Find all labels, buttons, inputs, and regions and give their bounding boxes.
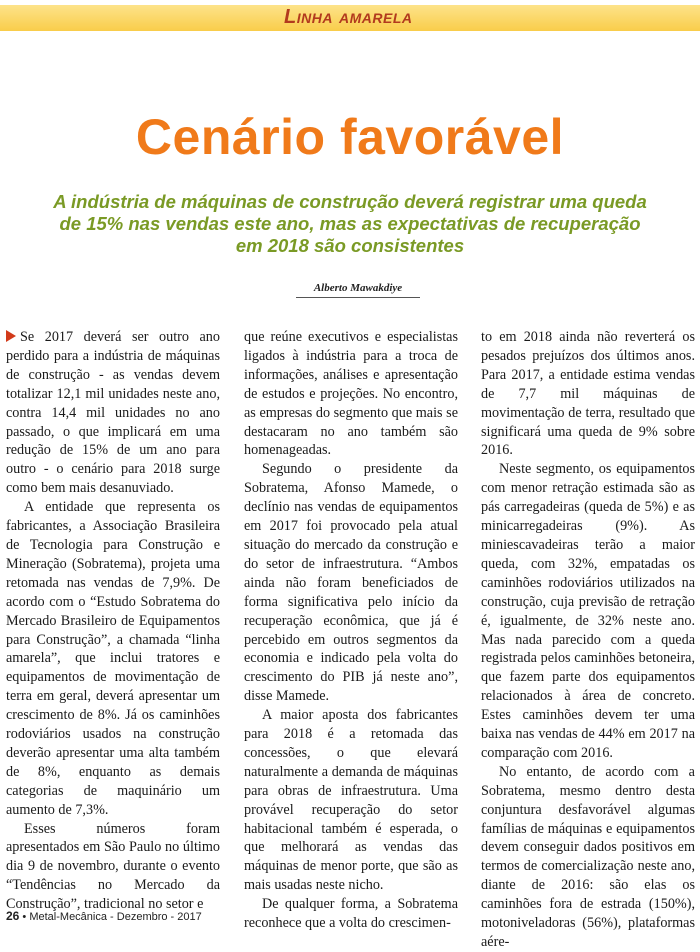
footer-publication: Metal-Mecânica - Dezembro - 2017 bbox=[29, 911, 202, 923]
triangle-marker-icon bbox=[6, 330, 16, 342]
paragraph: to em 2018 ainda não reverterá os pesados prejuízos dos últimos anos. Para 2017, a entidade estima vendas de 7,7 mil máquinas de movimentação de terra, resultado que significará uma queda de 9% sobre 2016. bbox=[481, 329, 695, 459]
paragraph: Segundo o presidente da Sobratema, Afonso Mamede, o declínio nas vendas de equipamentos em 2017 foi provocado pela atual situação do mercado da construção e do setor de infraestrutura. “Ambos ainda não foram beneficiados de forma significativa pelo início da recuperação econômica, que já é percebido em outros segmentos da economia e indicado pela volta do crescimento do PIB já neste ano”, disse Mamede. bbox=[244, 461, 458, 705]
article-deck: A indústria de máquinas de construção deverá registrar uma queda de 15% nas vendas este ano, mas as expectativas de recuperação em 2018 são consistentes bbox=[53, 191, 647, 256]
text-column-1 bbox=[6, 328, 220, 914]
article-headline: Cenário favorável bbox=[135, 109, 565, 165]
page-footer bbox=[6, 909, 202, 923]
section-label: Linha amarela bbox=[284, 6, 413, 28]
paragraph: Neste segmento, os equipamentos com menor retração estimada são as pás carregadeiras (queda de 5%) e as minicarregadeiras (9%). As miniescavadeiras terão a maior queda, com 32%, empatadas os caminhões rodoviários utilizados na construção, cuja previsão de retração é, igualmente, de 32% neste ano. Mas nada parecido com a queda registrada pelos caminhões betoneira, que fazem parte dos equipamentos relacionados à área de concreto. Estes caminhões devem ter uma baixa nas vendas de 44% em 2017 na comparação com 2016. bbox=[481, 461, 695, 761]
paragraph: Se 2017 deverá ser outro ano perdido para a indústria de máquinas de construção - as vendas devem totalizar 12,1 mil unidades neste ano, contra 14,4 mil unidades no ano passado, o que implicará em uma redução de 15% de um ano para outro - o cenário para 2018 surge como bem mais desanuviado. bbox=[6, 329, 220, 497]
page-number: 26 bbox=[6, 909, 20, 923]
paragraph: No entanto, de acordo com a Sobratema, mesmo dentro desta conjuntura desfavorável algumas famílias de máquinas e equipamentos devem conseguir dados positivos em termos de comercialização neste ano, diante de 2016: são elas os caminhões fora de estrada (150%), motoniveladoras (56%), plataformas aére- bbox=[481, 763, 695, 950]
paragraph: A maior aposta dos fabricantes para 2018 é a retomada das concessões, o que elevará naturalmente a demanda de máquinas para obras de infraestrutura. Uma provável recuperação do setor habitacional também é esperada, o que melhorará as vendas das máquinas de menor porte, que são as mais usadas neste nicho. bbox=[244, 707, 458, 894]
paragraph: Esses números foram apresentados em São Paulo no último dia 9 de novembro, durante o evento “Tendências no Mercado da Construção”, tradicional no setor e bbox=[6, 820, 220, 913]
text-column-2 bbox=[244, 328, 458, 933]
byline: Alberto Mawakdiye bbox=[296, 282, 420, 298]
paragraph: De qualquer forma, a Sobratema reconhece que a volta do crescimen- bbox=[244, 896, 458, 932]
text-column-3 bbox=[481, 328, 695, 952]
footer-bullet: • bbox=[22, 911, 27, 923]
paragraph: que reúne executivos e especialistas ligados à indústria para a troca de informações, análises e apresentação de estudos e projeções. No encontro, as empresas do segmento que mais se destacaram no ano também são homenageadas. bbox=[244, 329, 458, 459]
paragraph: A entidade que representa os fabricantes, a Associação Brasileira de Tecnologia para Construção e Mineração (Sobratema), projeta uma retomada nas vendas de 7,9%. De acordo com o “Estudo Sobratema do Mercado Brasileiro de Equipamentos para Construção”, a chamada “linha amarela”, que inclui tratores e equipamentos de movimentação de terra em geral, deverá apresentar um crescimento de 8%. Já os caminhões rodoviários usados na construção deverão apresentar uma alta também de 8%, enquanto as demais categorias de maquinário um aumento de 7,3%. bbox=[6, 499, 220, 818]
